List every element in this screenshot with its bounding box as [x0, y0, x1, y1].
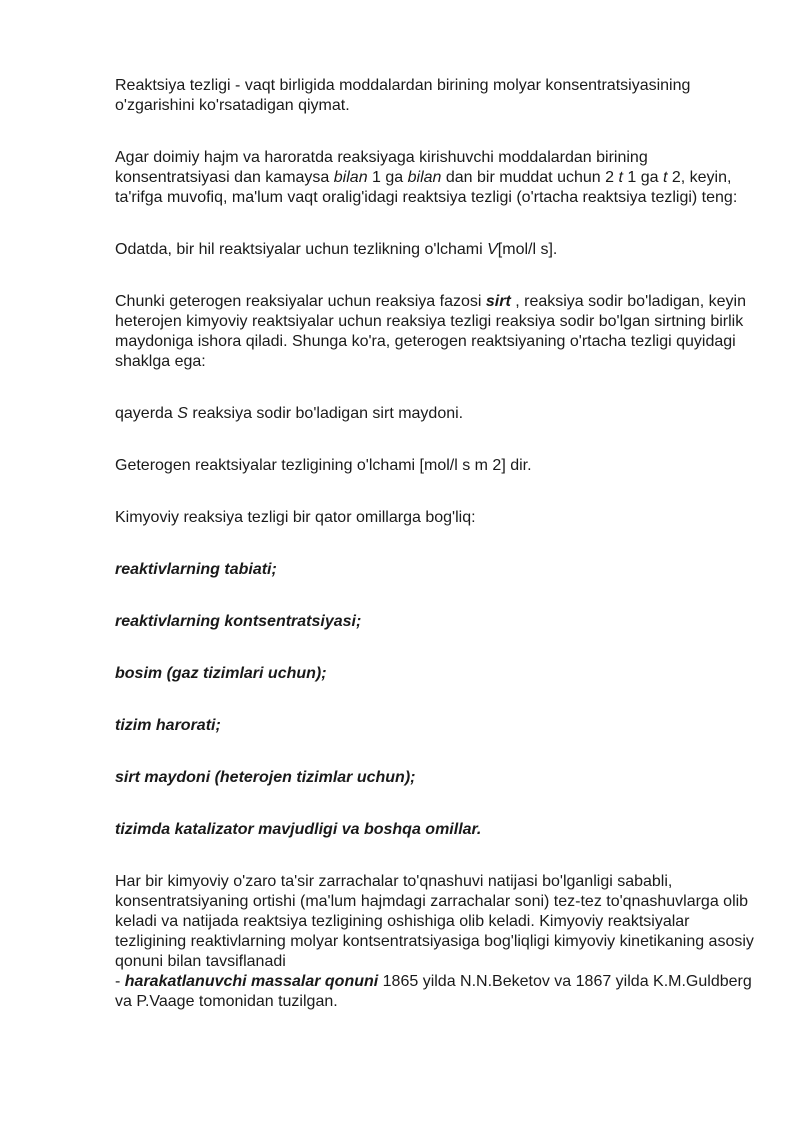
text-run: , reaksiya sodir bo'ladigan, keyin heterojen kimyoviy reaktsiyalar uchun reaksiya tezligi reaksiya sodir bo'lgan sirtning birlik maydoniga ishora qiladi. Shunga ko'ra, geterogen reaktsiyaning o'rtacha tezligi quyidagi shaklga ega: — [115, 293, 746, 370]
factor-item: bosim (gaz tizimlari uchun); — [115, 665, 327, 682]
text-run: Odatda, bir hil reaktsiyalar uchun tezlikning o'lchami — [115, 241, 488, 258]
factor-item: reaktivlarning tabiati; — [115, 561, 277, 578]
text-run: dan bir muddat uchun 2 — [441, 169, 619, 186]
paragraph-surface-area — [115, 404, 755, 424]
text-run: Har bir kimyoviy o'zaro ta'sir zarrachalar to'qnashuvi natijasi bo'lganligi sababli, konsentratsiyaning ortishi (ma'lum hajmdagi zarrachalar soni) tez-tez to'qnashuvlarga olib keladi va natijada reaktsiya tezligining oshishiga olib keladi. Kimyoviy reaktsiyalar tezligining reaktivlarning molyar kontsentratsiyasiga bog'liqligi kimyoviy kinetikaning asosiy qonuni bilan tavsiflanadi — [115, 873, 754, 970]
text-run: 1865 yilda N.N.Beketov va 1867 yilda K.M.Guldberg va P.Vaage tomonidan tuzilgan. — [115, 973, 752, 1010]
text-run: qayerda — [115, 405, 178, 422]
text-run: 2, keyin, ta'rifga muvofiq, ma'lum vaqt oralig'idagi reaktsiya tezligi (o'rtacha reaktsiya tezligi) teng: — [115, 169, 738, 206]
text-run: reaksiya sodir bo'ladigan sirt maydoni. — [187, 405, 464, 422]
italic-text: bilan — [407, 169, 442, 186]
italic-text: t — [662, 169, 668, 186]
factor-item: sirt maydoni (heterojen tizimlar uchun); — [115, 769, 416, 786]
factor-item: tizim harorati; — [115, 717, 221, 734]
text-run: 1 ga — [367, 169, 408, 186]
text-run: Agar doimiy hajm va haroratda reaksiyaga kirishuvchi moddalardan birining konsentratsiyasi dan kamaysa — [115, 149, 648, 186]
text-run: Chunki geterogen reaksiyalar uchun reaksiya fazosi — [115, 293, 486, 310]
factor-item: tizimda katalizator mavjudligi va boshqa omillar. — [115, 821, 482, 838]
italic-text: S — [177, 405, 188, 422]
paragraph-factors-intro: Kimyoviy reaksiya tezligi bir qator omillarga bog'liq: — [115, 509, 476, 526]
bold-italic-text: sirt — [485, 293, 511, 310]
text-run: - — [115, 973, 125, 990]
factor-item: reaktivlarning kontsentratsiyasi; — [115, 613, 362, 630]
italic-text: t — [618, 169, 623, 186]
document-body — [115, 76, 755, 1012]
italic-text: V — [487, 241, 498, 258]
paragraph-definition: Reaktsiya tezligi - vaqt birligida moddalardan birining molyar konsentratsiyasining o'zgarishini ko'rsatadigan qiymat. — [115, 77, 691, 114]
bold-italic-text: harakatlanuvchi massalar qonuni — [124, 973, 379, 990]
paragraph-heterogeneous — [115, 292, 755, 372]
paragraph-units-heterogeneous: Geterogen reaktsiyalar tezligining o'lchami [mol/l s m 2] dir. — [115, 457, 532, 474]
paragraph-mass-action-law — [115, 872, 755, 1012]
paragraph-units-homogeneous — [115, 240, 755, 260]
paragraph-average-rate — [115, 148, 755, 208]
text-run: 1 ga — [622, 169, 663, 186]
text-run: [mol/l s]. — [497, 241, 558, 258]
italic-text: bilan — [333, 169, 368, 186]
